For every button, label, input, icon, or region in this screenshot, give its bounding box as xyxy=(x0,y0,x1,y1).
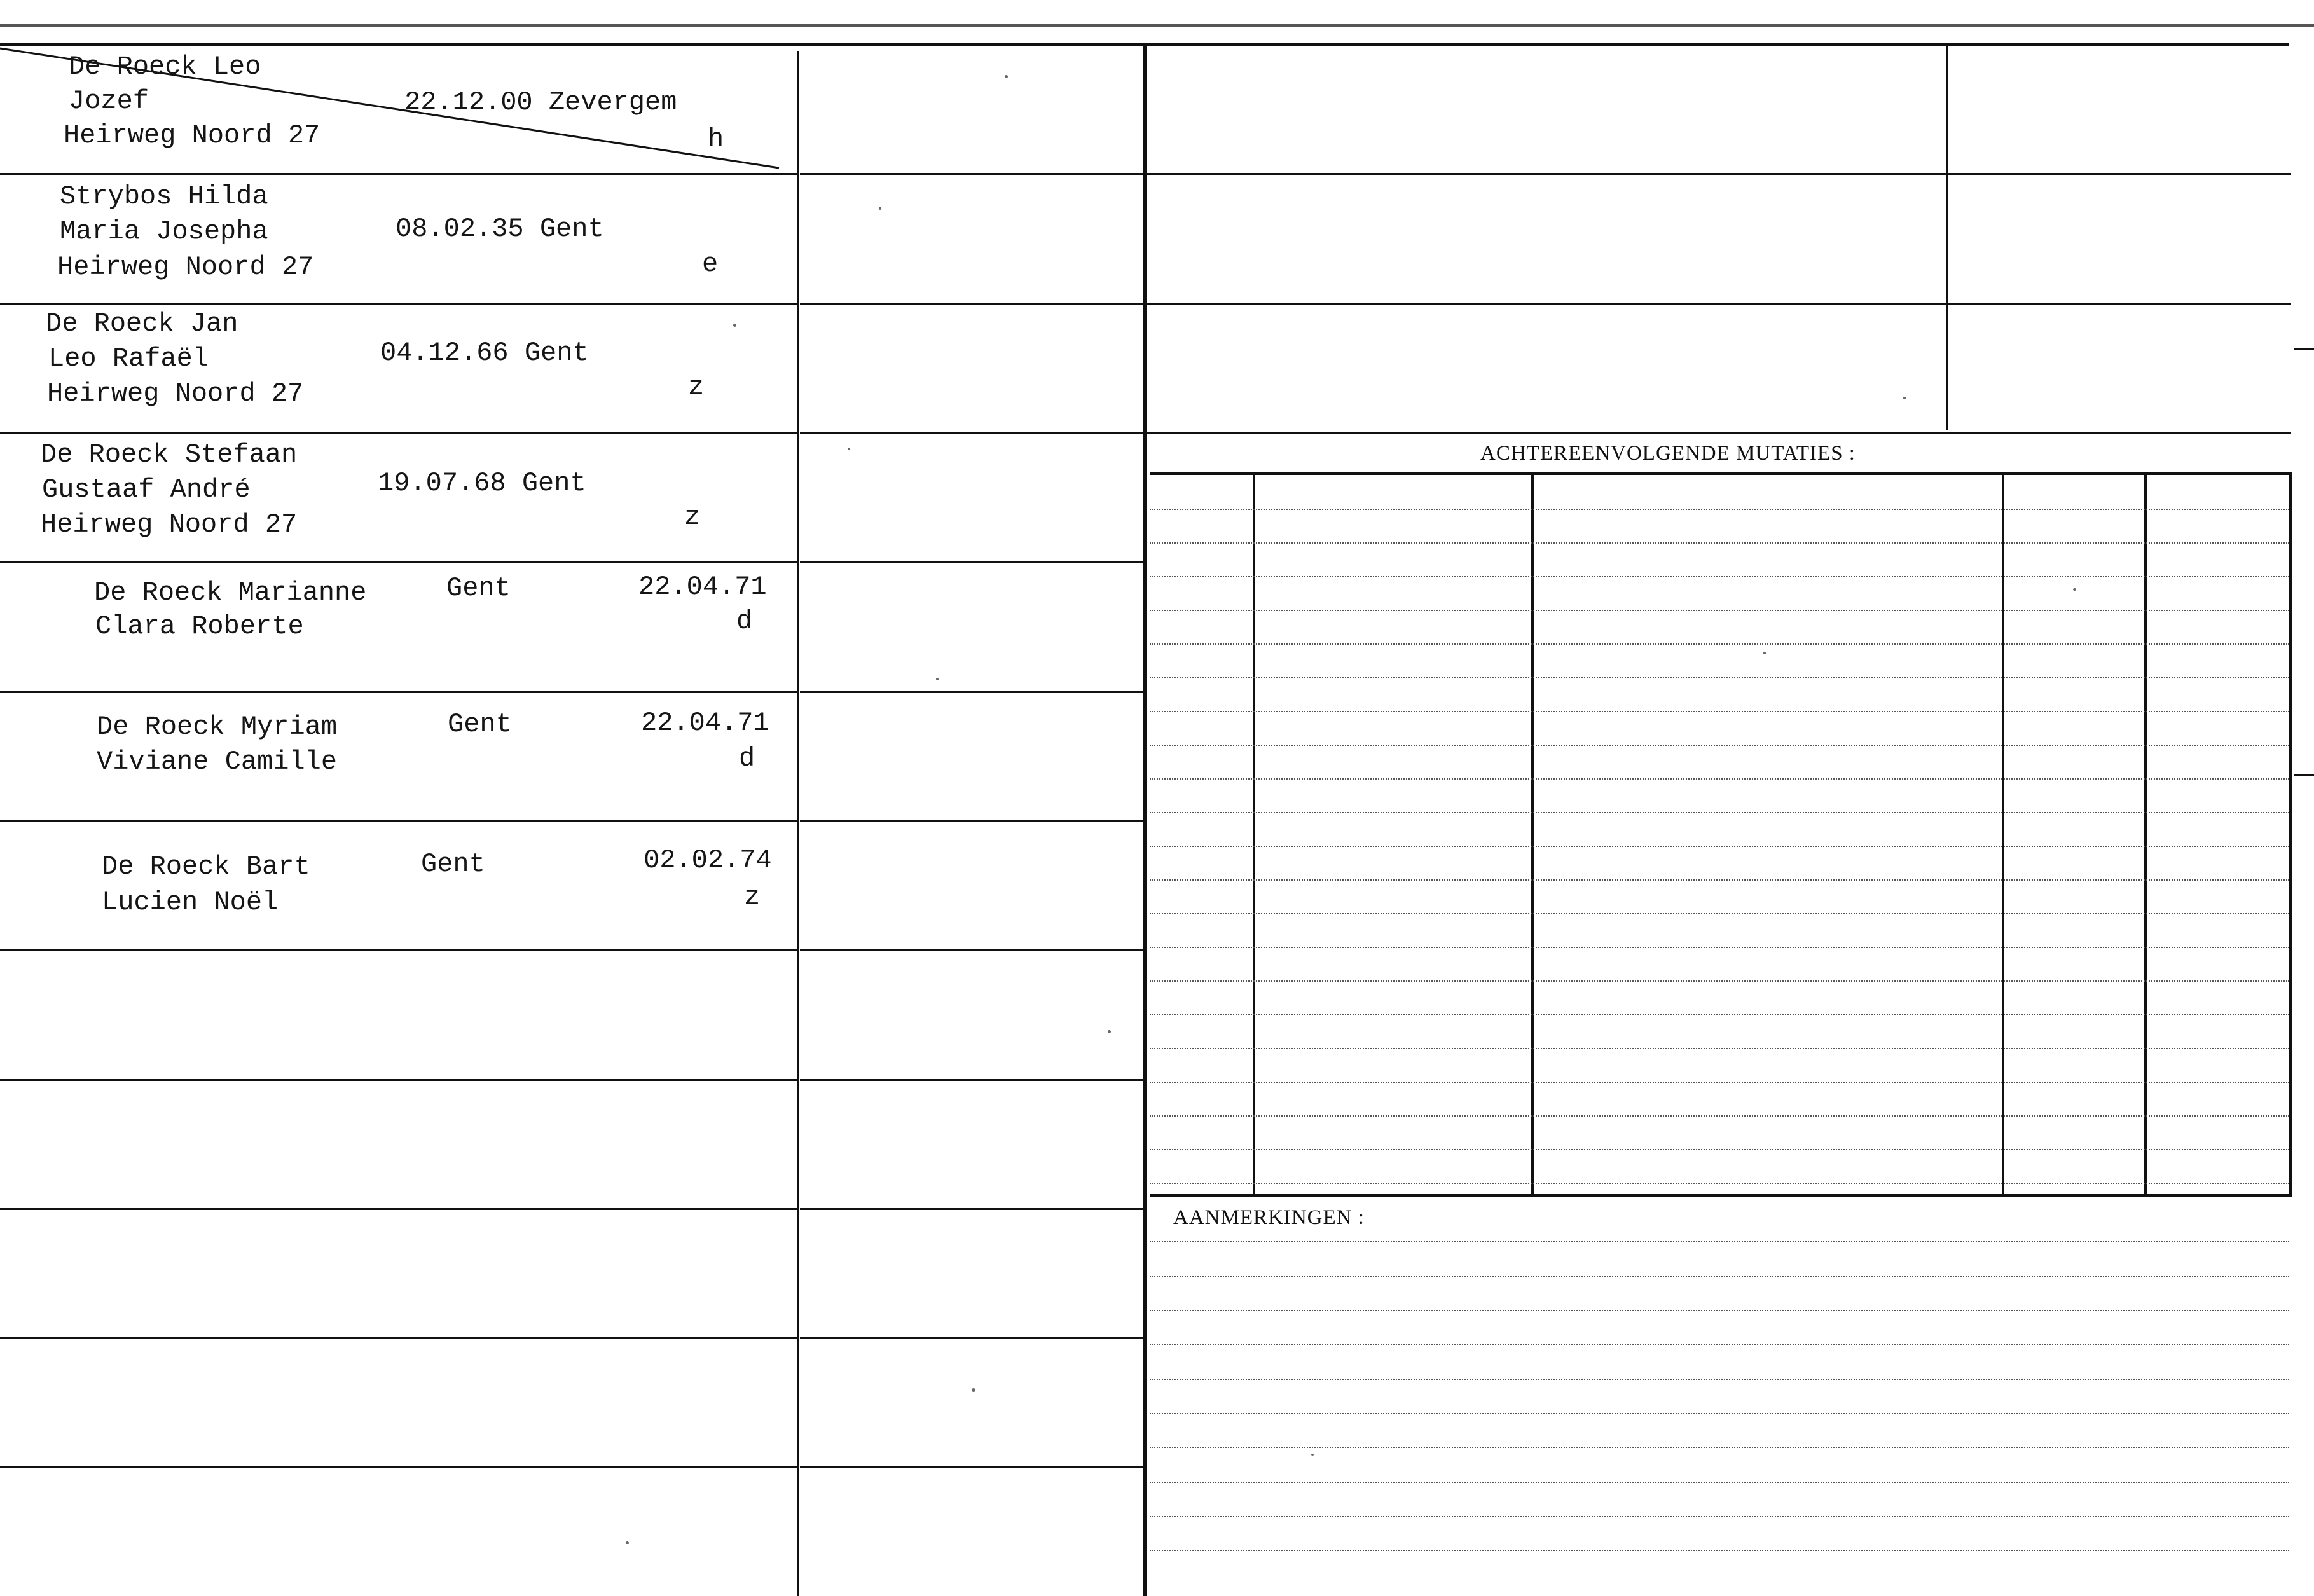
mutations-header: ACHTEREENVOLGENDE MUTATIES : xyxy=(1480,442,1856,465)
mutations-column-line xyxy=(2002,474,2004,1195)
ruled-line xyxy=(1150,711,2289,712)
row-line xyxy=(1147,432,2291,434)
mutations-column-line xyxy=(2144,474,2147,1195)
ruled-line xyxy=(1150,509,2289,510)
row-line xyxy=(0,1337,798,1339)
ruled-line xyxy=(1150,677,2289,678)
row-line xyxy=(800,1079,1143,1081)
column-divider-main xyxy=(1143,45,1147,1596)
row-line xyxy=(0,691,798,693)
mutations-column-line xyxy=(1531,474,1534,1195)
ruled-line xyxy=(1150,1183,2289,1184)
row-line xyxy=(0,1079,798,1081)
row-line xyxy=(0,432,798,434)
person-date: 22.04.71 xyxy=(638,572,767,602)
person-code: e xyxy=(702,249,719,279)
ruled-line xyxy=(1150,1241,2289,1242)
ruled-line xyxy=(1150,1550,2289,1551)
scan-speck xyxy=(1005,75,1008,78)
person-given-names: Viviane Camille xyxy=(97,746,338,777)
scan-speck xyxy=(626,1541,629,1544)
person-given-names: Lucien Noël xyxy=(102,887,279,918)
column-divider-top-right xyxy=(1946,46,1948,430)
row-line xyxy=(0,303,798,305)
person-surname-line: De Roeck Marianne xyxy=(94,577,367,608)
person-address: Heirweg Noord 27 xyxy=(41,509,298,540)
person-birth: Gent xyxy=(448,709,512,740)
row-line xyxy=(800,432,1143,434)
row-line xyxy=(1147,173,2291,175)
ruled-line xyxy=(1150,947,2289,948)
row-line xyxy=(800,1466,1143,1468)
ruled-line xyxy=(1150,980,2289,982)
person-birth: 19.07.68 Gent xyxy=(378,468,586,499)
ruled-line xyxy=(1150,1149,2289,1150)
person-birth: Gent xyxy=(421,849,485,879)
row-line xyxy=(0,820,798,822)
ruled-line xyxy=(1150,1413,2289,1414)
ruled-line xyxy=(1150,1482,2289,1483)
scan-speck xyxy=(879,207,881,210)
person-address: Heirweg Noord 27 xyxy=(47,378,304,409)
person-given-names: Jozef xyxy=(69,86,149,116)
person-birth: 04.12.66 Gent xyxy=(380,338,589,368)
mutations-table-top xyxy=(1150,472,2292,475)
column-divider-left xyxy=(797,51,799,1596)
ruled-line xyxy=(1150,812,2289,813)
ruled-line xyxy=(1150,1379,2289,1380)
person-given-names: Clara Roberte xyxy=(95,611,304,642)
person-surname-line: De Roeck Myriam xyxy=(97,712,338,742)
scan-speck xyxy=(1311,1454,1314,1456)
row-line xyxy=(0,1208,798,1210)
row-line xyxy=(800,691,1143,693)
person-code: z xyxy=(688,372,705,402)
row-line xyxy=(800,303,1143,305)
mutations-table-right xyxy=(2289,472,2292,1197)
mutations-table-bottom xyxy=(1150,1194,2292,1197)
ruled-line xyxy=(1150,576,2289,577)
person-given-names: Leo Rafaël xyxy=(48,343,209,374)
ruled-line xyxy=(1150,1082,2289,1083)
edge-mark xyxy=(2294,348,2314,350)
ruled-line xyxy=(1150,879,2289,881)
ruled-line xyxy=(1150,542,2289,544)
person-code: h xyxy=(708,124,724,155)
scan-speck xyxy=(2073,588,2076,591)
ruled-line xyxy=(1150,846,2289,847)
person-birth: 08.02.35 Gent xyxy=(396,214,604,244)
person-code: z xyxy=(744,882,761,912)
edge-mark xyxy=(2294,774,2314,776)
person-code: z xyxy=(684,502,701,532)
ruled-line xyxy=(1150,745,2289,746)
ruled-line xyxy=(1150,1344,2289,1345)
person-surname-line: De Roeck Leo xyxy=(69,52,261,82)
ruled-line xyxy=(1150,1048,2289,1049)
person-address: Heirweg Noord 27 xyxy=(64,120,320,151)
ruled-line xyxy=(1150,1115,2289,1117)
mutations-column-line xyxy=(1253,474,1255,1195)
person-surname-line: De Roeck Jan xyxy=(46,308,238,339)
ruled-line xyxy=(1150,1276,2289,1277)
person-surname-line: De Roeck Stefaan xyxy=(41,439,298,470)
remarks-header: AANMERKINGEN : xyxy=(1173,1206,1365,1229)
scan-speck xyxy=(1108,1030,1111,1033)
row-line xyxy=(1147,303,2291,305)
ruled-line xyxy=(1150,1516,2289,1517)
row-line xyxy=(0,949,798,951)
person-birth: 22.12.00 Zevergem xyxy=(404,87,677,118)
person-given-names: Gustaaf André xyxy=(42,474,251,505)
ruled-line xyxy=(1150,1447,2289,1448)
row-line xyxy=(800,561,1143,563)
row-line xyxy=(0,1466,798,1468)
top-edge-line xyxy=(0,24,2314,27)
scan-speck xyxy=(1903,397,1906,399)
row-line xyxy=(800,949,1143,951)
person-code: d xyxy=(736,606,753,636)
person-date: 02.02.74 xyxy=(644,845,772,876)
row-line xyxy=(800,173,1143,175)
scan-speck xyxy=(936,678,939,680)
scan-speck xyxy=(733,324,736,327)
row-line xyxy=(800,1337,1143,1339)
ruled-line xyxy=(1150,913,2289,914)
person-birth: Gent xyxy=(446,573,511,603)
ruled-line xyxy=(1150,1014,2289,1015)
person-surname-line: Strybos Hilda xyxy=(60,181,268,212)
person-date: 22.04.71 xyxy=(641,708,769,738)
scan-speck xyxy=(1763,652,1766,654)
person-address: Heirweg Noord 27 xyxy=(57,252,314,282)
row-line xyxy=(0,561,798,563)
ruled-line xyxy=(1150,778,2289,780)
person-code: d xyxy=(739,743,755,774)
row-line xyxy=(800,820,1143,822)
person-surname-line: De Roeck Bart xyxy=(102,851,310,882)
ruled-line xyxy=(1150,1310,2289,1311)
scan-speck xyxy=(848,448,850,450)
scan-speck xyxy=(972,1388,975,1392)
ruled-line xyxy=(1150,643,2289,645)
row-line xyxy=(800,1208,1143,1210)
ruled-line xyxy=(1150,610,2289,611)
person-given-names: Maria Josepha xyxy=(60,216,268,247)
